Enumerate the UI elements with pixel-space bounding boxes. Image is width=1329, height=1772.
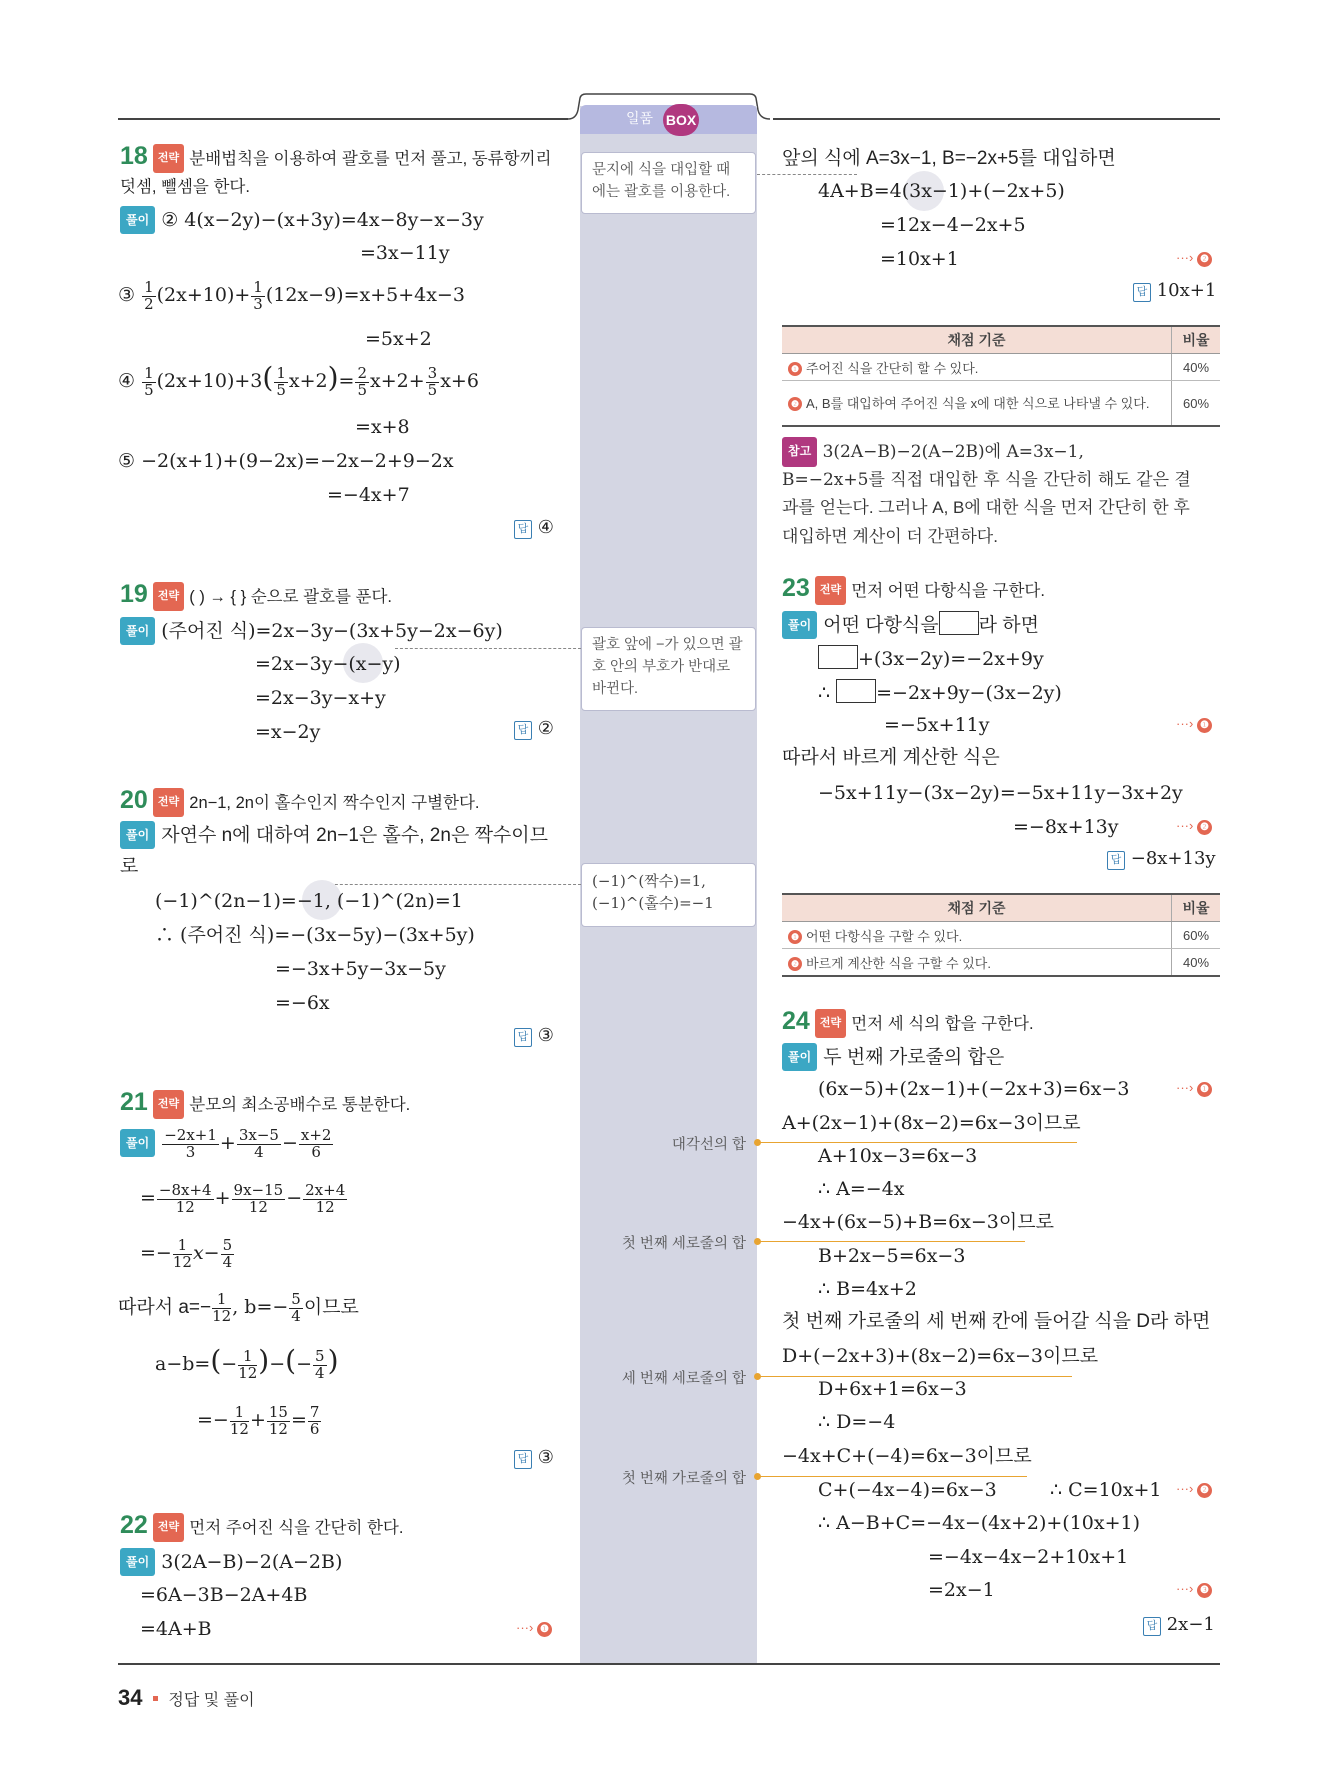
- solution-tag: 풀이: [120, 1129, 155, 1157]
- note-leader: [320, 884, 581, 885]
- strategy-tag: 전략: [153, 582, 184, 611]
- equation: 앞의 식에 A=3x−1, B=−2x+5를 대입하면: [782, 148, 1116, 169]
- problem-19-header: [120, 581, 392, 611]
- fraction: $\frac{2x+4}{12}$: [305, 1181, 346, 1216]
- criteria-row: ❶ 주어진 식을 간단히 할 수 있다.: [782, 354, 1172, 381]
- strategy-tag: 전략: [153, 788, 184, 817]
- p23-line-1: [782, 611, 1039, 639]
- p21-line-4: [118, 1292, 359, 1324]
- criteria-ratio-head: 비율: [1172, 894, 1221, 922]
- reference-note-22: [782, 437, 1222, 551]
- p23-line-7: =−8x+13y: [1013, 816, 1119, 838]
- p24-line-3: A+(2x−1)+(8x−2)=6x−3이므로: [782, 1112, 1081, 1134]
- equation: 이므로: [303, 1297, 359, 1318]
- answer-icon: 답: [1133, 283, 1151, 302]
- solution-tag: 풀이: [120, 206, 155, 234]
- p24-line-4: A+10x−3=6x−3: [818, 1145, 978, 1167]
- answer-20: [514, 1025, 554, 1047]
- answer-value: ③: [537, 1447, 554, 1468]
- step-mark: ···› ❶: [1176, 716, 1212, 733]
- answer-icon: 답: [514, 520, 532, 539]
- p18-line-7: ⑤ −2(x+1)+(9−2x)=−2x−2+9−2x: [118, 450, 454, 472]
- footer-bullet: [153, 1696, 158, 1701]
- step-mark: ···› ❶: [516, 1620, 552, 1637]
- p24-line-5: ∴ A=−4x: [818, 1178, 905, 1200]
- strategy-text: 분모의 최소공배수로 통분한다.: [189, 1096, 411, 1114]
- problem-22-header: [120, 1512, 403, 1542]
- problem-number: 23: [782, 574, 810, 602]
- answer-value: −8x+13y: [1130, 848, 1216, 869]
- p21-line-6: [197, 1405, 322, 1437]
- solution-tag: 풀이: [120, 1548, 155, 1576]
- fraction: $\frac{1}{12}$: [229, 1403, 249, 1438]
- fraction: $\frac{7}{6}$: [309, 1403, 320, 1438]
- equation: 자연수 n에 대하여 2n−1은 홀수, 2n은 짝수이므: [161, 825, 548, 846]
- fraction: $\frac{1}{12}$: [238, 1347, 258, 1382]
- solution-tag: 풀이: [120, 617, 155, 645]
- p23-line-6: −5x+11y−(3x−2y)=−5x+11y−3x+2y: [818, 782, 1183, 804]
- criteria-table-22: [782, 325, 1220, 427]
- strategy-text: ( ) → { } 순으로 괄호를 푼다.: [189, 588, 392, 606]
- strategy-tag: 전략: [815, 1009, 846, 1038]
- top-rule-right: [773, 118, 1220, 120]
- side-label-diagonal: 대각선의 합: [671, 1137, 746, 1153]
- equation: =−2x+9y−(3x−2y): [876, 682, 1062, 704]
- side-note-odd: (−1)^(홀수)=−1: [592, 894, 714, 912]
- blank-box: [836, 679, 876, 703]
- p24-line-16: ∴ A−B+C=−4x−(4x+2)+(10x+1): [818, 1512, 1141, 1534]
- fraction: $\frac{1}{2}$: [144, 278, 154, 313]
- p18-line-4: =5x+2: [365, 328, 432, 350]
- strategy-text: 분배법칙을 이용하여 괄호를 먼저 풀고, 동류항끼리 덧셈, 뺄셈을 한다.: [120, 150, 552, 196]
- p23-line-2: [818, 645, 1044, 672]
- answer-21: [514, 1447, 554, 1469]
- problem-number: 19: [120, 580, 148, 608]
- problem-number: 20: [120, 786, 148, 814]
- equation: 어떤 다항식을: [823, 615, 939, 636]
- fraction: $\frac{3x-5}{4}$: [238, 1126, 279, 1161]
- criteria-head: 채점 기준: [782, 326, 1172, 354]
- criteria-ratio: 40%: [1172, 949, 1221, 977]
- criteria-ratio: 60%: [1172, 381, 1221, 427]
- side-label-first-row: 첫 번째 가로줄의 합: [621, 1471, 746, 1487]
- p18-line-5: ④ $\frac{1}{5}$ (2x+10)+3( $\frac{1}{5}$ x+2)= $\frac{2}{5}$ x+2+ $\frac{3}{5}$ x+6: [118, 361, 479, 399]
- p18-line-3: [118, 280, 465, 312]
- problem-20-header: [120, 787, 480, 817]
- solution-tag: 풀이: [120, 821, 155, 849]
- fraction: $\frac{1}{12}$: [172, 1236, 192, 1271]
- p24-line-7: B+2x−5=6x−3: [818, 1245, 966, 1267]
- answer-icon: 답: [514, 1028, 532, 1047]
- p18-line-1: [120, 206, 484, 234]
- criteria-ratio: 40%: [1172, 354, 1221, 381]
- fraction: $\frac{5}{4}$: [222, 1236, 233, 1271]
- problem-21-header: [120, 1089, 410, 1119]
- step-mark: ···› ❷: [1176, 818, 1212, 835]
- fraction: $\frac{2}{5}$: [357, 364, 367, 399]
- p24-line-12: ∴ D=−4: [818, 1411, 896, 1433]
- equation: =: [338, 370, 355, 392]
- problem-23-header: [782, 575, 1045, 605]
- p18-line-6: =x+8: [355, 416, 410, 438]
- p22-right-line-2: 4A+B=4(3x−1)+(−2x+5): [818, 180, 1065, 202]
- fraction: $\frac{15}{12}$: [268, 1403, 288, 1438]
- side-note-bracket: [581, 627, 756, 711]
- p24-line-18: =2x−1: [928, 1579, 995, 1601]
- equation: (12x−9)=x+5+4x−3: [265, 284, 465, 306]
- strategy-text: 2n−1, 2n이 홀수인지 짝수인지 구별한다.: [189, 794, 480, 812]
- p24-line-13: −4x+C+(−4)=6x−3이므로: [782, 1445, 1032, 1467]
- p18-line-2: =3x−11y: [360, 242, 450, 264]
- ref-line: 대입하면 계산이 더 간편하다.: [782, 526, 998, 546]
- answer-22: [1133, 280, 1216, 302]
- p23-line-5: 따라서 바르게 계산한 식은: [782, 747, 1000, 768]
- ref-line: 3(2A−B)−2(A−2B)에 A=3x−1,: [822, 442, 1084, 462]
- p20-line-6: =−6x: [275, 992, 330, 1014]
- equation: =−: [197, 1409, 229, 1431]
- answer-19: [514, 718, 554, 740]
- strategy-text: 먼저 세 식의 합을 구한다.: [851, 1015, 1034, 1033]
- p20-line-5: =−3x+5y−3x−5y: [275, 958, 446, 980]
- step-mark: ···› ❸: [1176, 1581, 1212, 1598]
- answer-icon: 답: [1107, 851, 1125, 870]
- fraction: $\frac{1}{5}$: [144, 364, 154, 399]
- criteria-row: ❷ 바르게 계산한 식을 구할 수 있다.: [782, 949, 1172, 977]
- fraction: $\frac{9x-15}{12}$: [233, 1181, 284, 1216]
- equation: (주어진 식)=2x−3y−(3x+5y−2x−6y): [161, 620, 503, 642]
- problem-number: 22: [120, 1511, 148, 1539]
- ref-tag: 참고: [782, 437, 817, 467]
- strategy-tag: 전략: [153, 1513, 184, 1542]
- fraction: $\frac{1}{3}$: [253, 278, 263, 313]
- equation: +(3x−2y)=−2x+9y: [858, 648, 1044, 670]
- answer-value: ②: [537, 718, 554, 739]
- fraction: $\frac{1}{12}$: [212, 1290, 232, 1325]
- side-label-first-column: 첫 번째 세로줄의 합: [621, 1236, 746, 1252]
- equation: 따라서 a=−: [118, 1297, 212, 1318]
- answer-value: 2x−1: [1166, 1614, 1215, 1635]
- equation: ∴: [818, 682, 831, 704]
- equation: +: [249, 1409, 266, 1431]
- equation: , b=−: [232, 1296, 289, 1318]
- bottom-rule: [118, 1663, 1220, 1665]
- p24-line-14: C+(−4x−4)=6x−3: [818, 1479, 997, 1501]
- p24-line-10: D+(−2x+3)+(8x−2)=6x−3이므로: [782, 1345, 1099, 1367]
- p24-line-9: 첫 번째 가로줄의 세 번째 칸에 들어갈 식을 D라 하면: [782, 1311, 1211, 1332]
- ref-line: 과를 얻는다. 그러나 A, B에 대한 식을 먼저 간단히 한 후: [782, 498, 1190, 517]
- p23-line-4: =−5x+11y: [884, 714, 990, 736]
- strategy-text: 먼저 주어진 식을 간단히 한다.: [189, 1519, 404, 1537]
- p21-line-1: 풀이 $\frac{-2x+1}{3}$ + $\frac{3x-5}{4}$ − $\frac{x+2}{6}$: [120, 1128, 334, 1160]
- equation: x+6: [440, 370, 479, 392]
- blank-box: [818, 645, 858, 669]
- side-note-power: [581, 863, 756, 927]
- p24-line-6: −4x+(6x−5)+B=6x−3이므로: [782, 1211, 1054, 1233]
- p19-line-1: [120, 617, 503, 645]
- equation: 3(2A−B)−2(A−2B): [161, 1551, 343, 1573]
- solution-tag: 풀이: [782, 611, 817, 639]
- problem-18-header: [120, 143, 560, 201]
- p21-line-3: =− $\frac{1}{12}$ x− $\frac{5}{4}$: [140, 1236, 233, 1271]
- fraction: $\frac{-2x+1}{3}$: [164, 1126, 217, 1161]
- step-mark: ···› ❷: [1176, 1481, 1212, 1498]
- fraction: $\frac{-8x+4}{12}$: [158, 1181, 212, 1216]
- p23-line-3: [818, 679, 1062, 706]
- side-note-text: 괄호 앞에 −가 있으면 괄호 안의 부호가 반대로 바뀐다.: [592, 637, 743, 697]
- circled-number: ④: [118, 370, 136, 392]
- p19-line-3: =2x−3y−x+y: [255, 687, 386, 709]
- p20-line-4: ∴ (주어진 식)=−(3x−5y)−(3x+5y): [155, 924, 475, 946]
- equation: 두 번째 가로줄의 합은: [823, 1047, 1005, 1068]
- footer: [118, 1685, 255, 1711]
- footer-label: 정답 및 풀이: [168, 1692, 255, 1709]
- equation: x+2+: [370, 370, 425, 392]
- solution-tag: 풀이: [782, 1043, 817, 1071]
- p24-line-11: D+6x+1=6x−3: [818, 1378, 967, 1400]
- answer-24: [1143, 1614, 1215, 1636]
- step-mark: ···› ❷: [1176, 250, 1212, 267]
- answer-value: ③: [537, 1025, 554, 1046]
- fraction: $\frac{5}{4}$: [291, 1290, 301, 1325]
- p20-line-2: 로: [120, 856, 139, 877]
- side-note-text: 문지에 식을 대입할 때 에는 괄호를 이용한다.: [592, 162, 731, 200]
- p21-line-5: a−b=(− $\frac{1}{12}$ )−(− $\frac{5}{4}$ ): [155, 1344, 339, 1382]
- ref-line: B=−2x+5를 직접 대입한 후 식을 간단히 해도 같은 결: [782, 469, 1191, 490]
- equation: ② 4(x−2y)−(x+3y)=4x−8y−x−3y: [161, 209, 484, 231]
- answer-value: 10x+1: [1156, 280, 1217, 301]
- strategy-tag: 전략: [153, 144, 184, 173]
- p22-right-line-4: =10x+1: [880, 248, 959, 270]
- p24-line-17: =−4x−4x−2+10x+1: [928, 1546, 1129, 1568]
- problem-24-header: [782, 1008, 1034, 1038]
- criteria-row: ❷ A, B를 대입하여 주어진 식을 x에 대한 식으로 나타낼 수 있다.: [782, 381, 1172, 427]
- criteria-head: 채점 기준: [782, 894, 1172, 922]
- answer-icon: 답: [514, 1450, 532, 1469]
- side-note-substitution: [581, 152, 756, 214]
- strategy-tag: 전략: [815, 576, 846, 605]
- fraction: $\frac{3}{5}$: [427, 364, 438, 399]
- note-leader: [757, 174, 857, 175]
- step-mark: ···› ❶: [1176, 1080, 1212, 1097]
- p18-line-8: =−4x+7: [327, 484, 410, 506]
- side-label-third-column: 세 번째 세로줄의 합: [621, 1371, 746, 1387]
- problem-number: 18: [120, 142, 148, 170]
- equation: (2x+10)+: [156, 284, 251, 306]
- criteria-ratio: 60%: [1172, 922, 1221, 949]
- note-leader: [395, 648, 581, 649]
- equation: (2x+10)+3: [156, 370, 263, 392]
- answer-18: [514, 517, 554, 539]
- p20-line-1: [120, 821, 548, 849]
- fraction: $\frac{x+2}{6}$: [300, 1126, 332, 1161]
- equation: 라 하면: [978, 615, 1039, 636]
- answer-23: [1107, 848, 1216, 870]
- p22-right-line-3: =12x−4−2x+5: [880, 214, 1026, 236]
- p22-right-line-1: [782, 145, 1116, 172]
- answer-value: ④: [537, 517, 554, 538]
- fraction: $\frac{5}{4}$: [315, 1347, 325, 1382]
- p24-line-8: ∴ B=4x+2: [818, 1278, 917, 1300]
- circled-number: ③: [118, 284, 136, 306]
- problem-number: 24: [782, 1007, 810, 1035]
- criteria-row: ❶ 어떤 다항식을 구할 수 있다.: [782, 922, 1172, 949]
- blank-box: [939, 611, 979, 635]
- answer-icon: 답: [1143, 1617, 1161, 1636]
- p24-line-1: [782, 1043, 1004, 1071]
- page-number: 34: [118, 1685, 143, 1710]
- p22-line-3: =4A+B: [140, 1618, 212, 1640]
- equation: x+2: [288, 370, 328, 392]
- box-tab-label: 일품: [626, 110, 654, 126]
- criteria-table-23: [782, 893, 1220, 977]
- box-badge: BOX: [663, 104, 699, 136]
- p19-line-4: =x−2y: [255, 721, 321, 743]
- side-note-even: (−1)^(짝수)=1,: [592, 872, 706, 890]
- equation: =: [290, 1409, 307, 1431]
- strategy-tag: 전략: [153, 1090, 184, 1119]
- p22-line-2: =6A−3B−2A+4B: [140, 1584, 308, 1606]
- strategy-text: 먼저 어떤 다항식을 구한다.: [851, 582, 1045, 600]
- p19-line-2: =2x−3y−(x−y): [255, 653, 401, 675]
- p24-line-15: ∴ C=10x+1: [1050, 1479, 1162, 1501]
- p22-line-1: [120, 1548, 342, 1576]
- p20-line-3: (−1)^(2n−1)=−1, (−1)^(2n)=1: [155, 890, 463, 912]
- p24-line-2: (6x−5)+(2x−1)+(−2x+3)=6x−3: [818, 1078, 1130, 1100]
- criteria-ratio-head: 비율: [1172, 326, 1221, 354]
- answer-icon: 답: [514, 721, 532, 740]
- p21-line-2: = $\frac{-8x+4}{12}$ + $\frac{9x-15}{12}$ − $\frac{2x+4}{12}$: [140, 1181, 346, 1216]
- equation: a−b=: [155, 1353, 211, 1375]
- top-rule: [118, 118, 568, 120]
- fraction: $\frac{1}{5}$: [276, 364, 286, 399]
- problem-number: 21: [120, 1088, 148, 1116]
